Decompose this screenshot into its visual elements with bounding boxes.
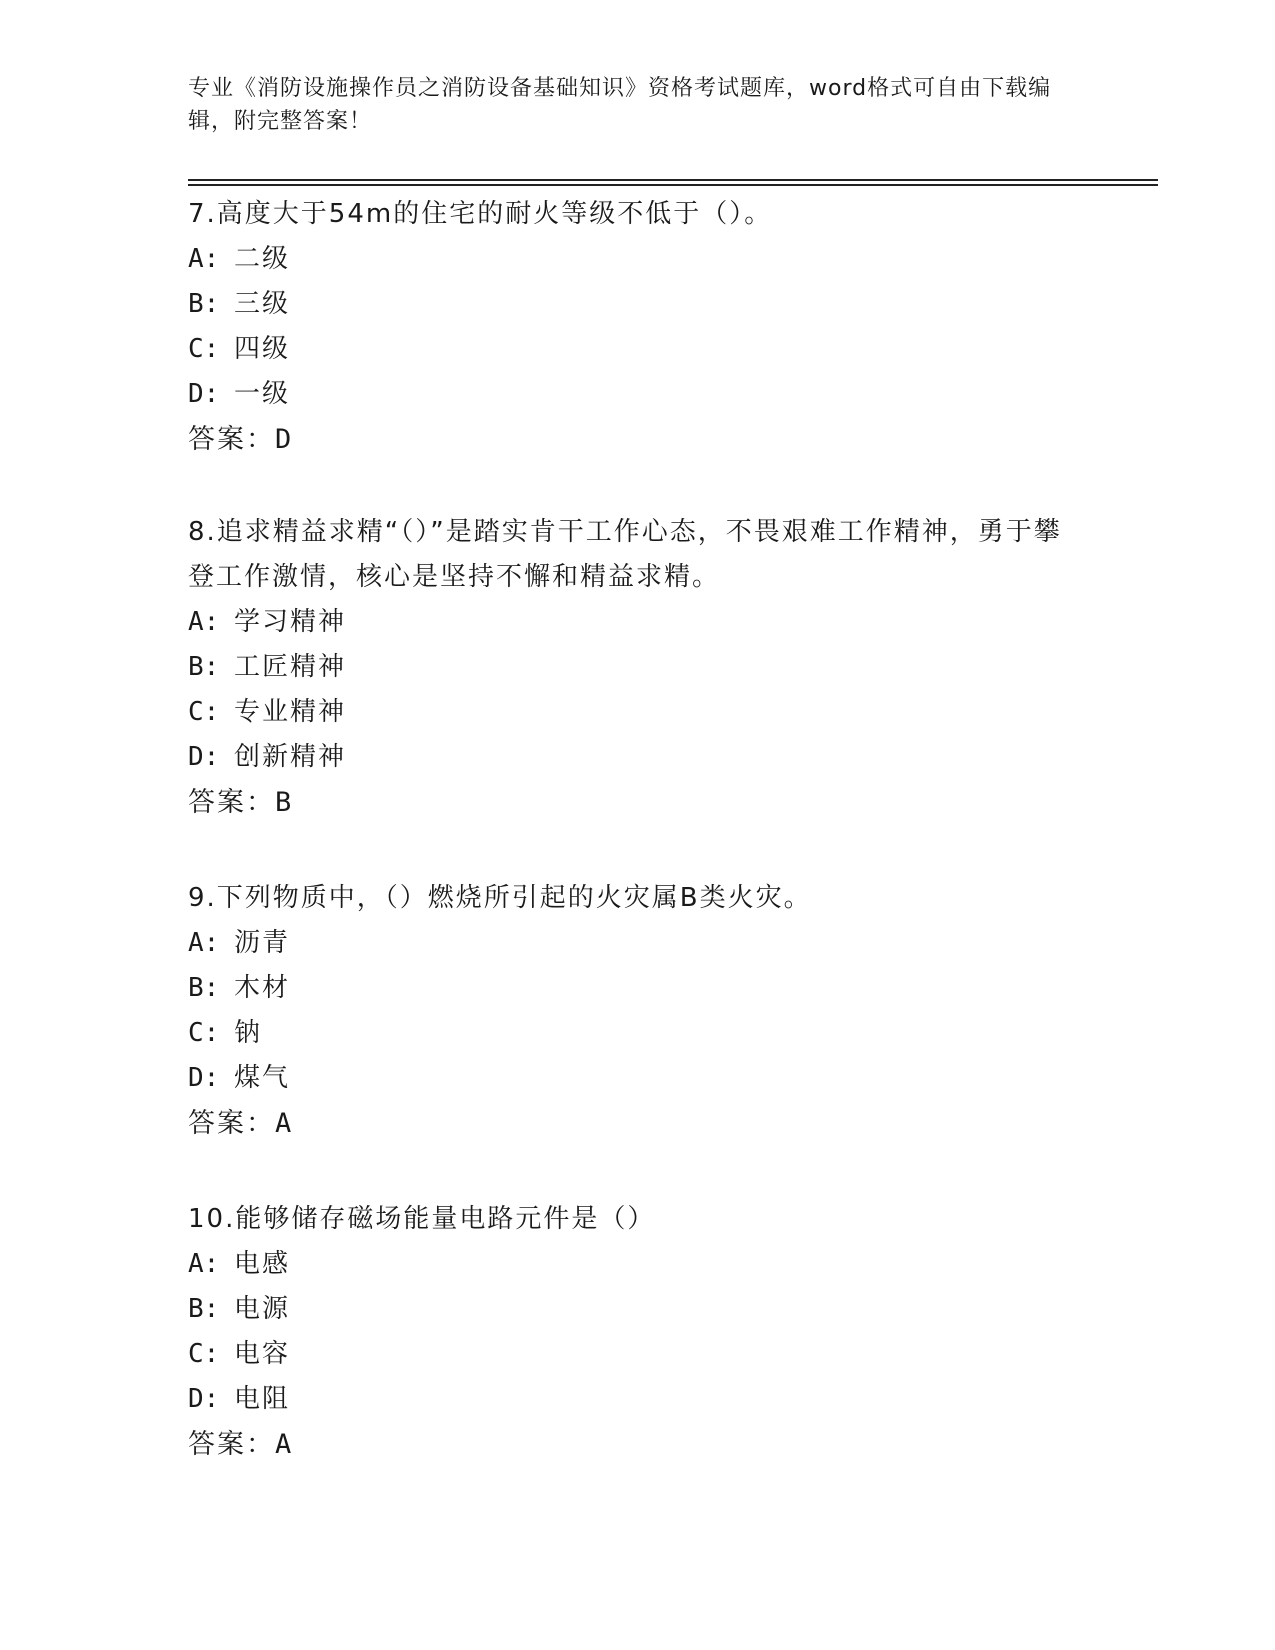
- option-text: 创新精神: [234, 742, 347, 772]
- header-divider-top: [188, 179, 1158, 181]
- option-d: [188, 372, 1088, 417]
- option-a: [188, 1242, 1088, 1287]
- option-letter: D:: [188, 1384, 220, 1414]
- option-text: 二级: [234, 244, 291, 274]
- option-letter: A:: [188, 1249, 220, 1279]
- question-stem: 10.能够储存磁场能量电路元件是（）: [188, 1204, 656, 1234]
- option-a: [188, 237, 1088, 282]
- answer-value: A: [275, 1108, 292, 1139]
- option-b: [188, 282, 1088, 327]
- answer-line: [188, 1101, 1088, 1146]
- answer-label: 答案：: [188, 1429, 275, 1460]
- option-c: [188, 1332, 1088, 1377]
- answer-label: 答案：: [188, 1108, 275, 1139]
- option-text: 专业精神: [234, 697, 347, 727]
- option-letter: D:: [188, 742, 220, 772]
- question-stem: 7.高度大于54m的住宅的耐火等级不低于（）。: [188, 199, 773, 229]
- answer-line: [188, 780, 1088, 825]
- option-d: [188, 1377, 1088, 1422]
- option-text: 工匠精神: [234, 652, 347, 682]
- option-letter: A:: [188, 607, 220, 637]
- option-letter: B:: [188, 973, 220, 1003]
- option-letter: A:: [188, 244, 220, 274]
- option-text: 钠: [234, 1018, 263, 1048]
- answer-label: 答案：: [188, 787, 275, 818]
- option-text: 木材: [234, 973, 291, 1003]
- option-text: 电源: [234, 1294, 291, 1324]
- option-text: 一级: [234, 379, 291, 409]
- option-letter: B:: [188, 1294, 220, 1324]
- question-8: [188, 510, 1088, 825]
- option-letter: C:: [188, 697, 220, 727]
- option-letter: C:: [188, 1339, 220, 1369]
- answer-line: [188, 1422, 1088, 1467]
- option-b: [188, 645, 1088, 690]
- option-letter: D:: [188, 1063, 220, 1093]
- option-text: 电容: [234, 1339, 291, 1369]
- option-c: [188, 327, 1088, 372]
- option-c: [188, 1011, 1088, 1056]
- option-text: 学习精神: [234, 607, 347, 637]
- answer-line: [188, 417, 1088, 462]
- question-7: [188, 192, 1088, 462]
- answer-value: B: [275, 787, 292, 818]
- option-d: [188, 1056, 1088, 1101]
- option-text: 电感: [234, 1249, 291, 1279]
- question-stem: 8.追求精益求精“（）”是踏实肯干工作心态，不畏艰难工作精神，勇于攀登工作激情，核心是坚持不懈和精益求精。: [188, 517, 1062, 592]
- option-a: [188, 921, 1088, 966]
- option-text: 四级: [234, 334, 291, 364]
- option-letter: D:: [188, 379, 220, 409]
- option-a: [188, 600, 1088, 645]
- option-text: 三级: [234, 289, 291, 319]
- question-9: [188, 876, 1088, 1146]
- option-text: 沥青: [234, 928, 291, 958]
- option-letter: C:: [188, 334, 220, 364]
- answer-value: D: [275, 424, 292, 455]
- option-letter: A:: [188, 928, 220, 958]
- question-10: [188, 1197, 1088, 1467]
- document-header: 专业《消防设施操作员之消防设备基础知识》资格考试题库，word格式可自由下载编辑，附完整答案！: [188, 76, 1052, 134]
- option-letter: B:: [188, 289, 220, 319]
- option-letter: B:: [188, 652, 220, 682]
- option-b: [188, 966, 1088, 1011]
- option-b: [188, 1287, 1088, 1332]
- option-text: 电阻: [234, 1384, 291, 1414]
- option-text: 煤气: [234, 1063, 291, 1093]
- option-d: [188, 735, 1088, 780]
- option-c: [188, 690, 1088, 735]
- answer-label: 答案：: [188, 424, 275, 455]
- header-divider-bottom: [188, 184, 1158, 186]
- answer-value: A: [275, 1429, 292, 1460]
- question-stem: 9.下列物质中，（）燃烧所引起的火灾属B类火灾。: [188, 883, 812, 913]
- option-letter: C:: [188, 1018, 220, 1048]
